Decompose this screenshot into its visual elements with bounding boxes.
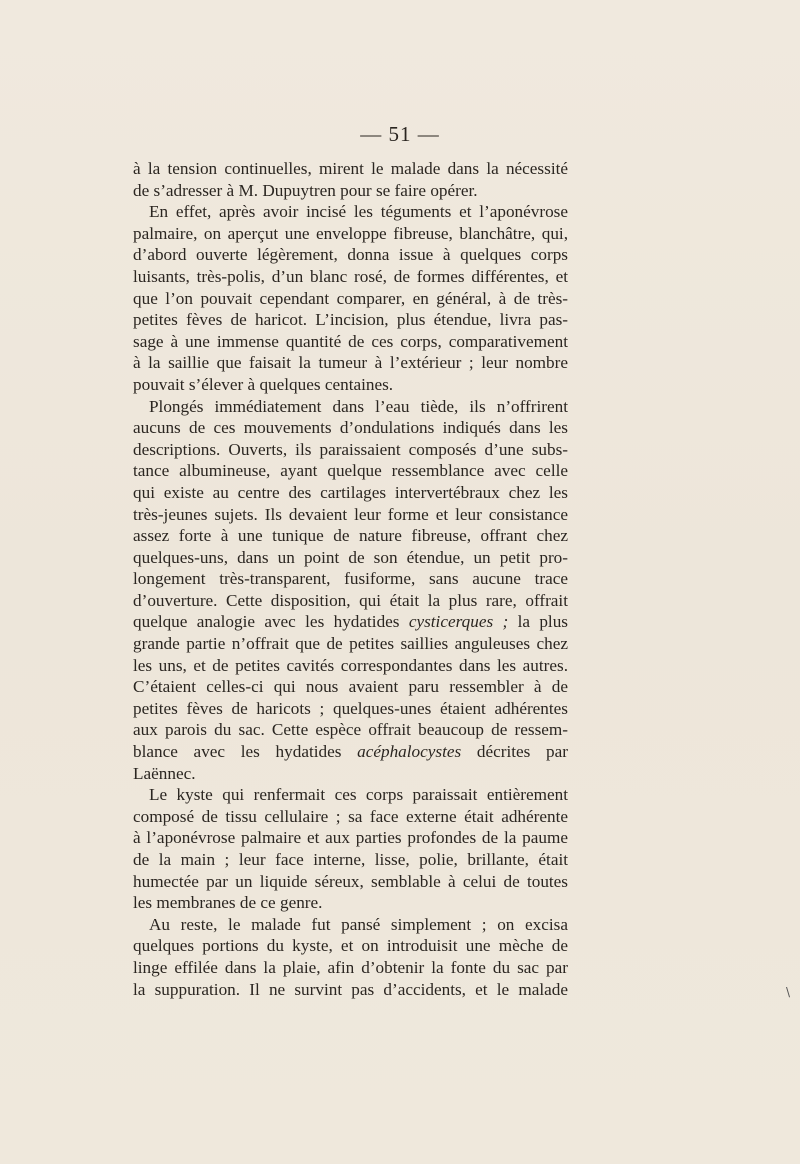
text-line: linge effilée dans la plaie, afin d’obtenir la fonte du sac par bbox=[133, 957, 568, 977]
text-line: aucuns de ces mouvements d’ondulations indiqués dans les bbox=[133, 418, 568, 438]
text-line: grande partie n’offrait que de petites saillies anguleuses chez bbox=[133, 634, 568, 654]
text-line: sage à une immense quantité de ces corps, comparativement bbox=[133, 331, 568, 351]
paragraph bbox=[133, 158, 568, 201]
body-text bbox=[133, 158, 568, 1000]
paragraph bbox=[133, 784, 568, 914]
paragraph bbox=[133, 201, 568, 395]
text-line: humectée par un liquide séreux, semblable à celui de toutes bbox=[133, 871, 568, 891]
paragraph bbox=[133, 396, 568, 785]
text-line: Au reste, le malade fut pansé simplement ; on excisa bbox=[149, 914, 568, 934]
text-line: Le kyste qui renfermait ces corps paraissait entièrement bbox=[149, 785, 568, 805]
text-line: assez forte à une tunique de nature fibreuse, offrant chez bbox=[133, 526, 568, 546]
text-line: petites fèves de haricot. L’incision, plus étendue, livra pas- bbox=[133, 310, 568, 330]
text-line: petites fèves de haricots ; quelques-unes étaient adhérentes bbox=[133, 698, 568, 718]
text-line: palmaire, on aperçut une enveloppe fibreuse, blanchâtre, qui, bbox=[133, 223, 568, 243]
text-line: longement très-transparent, fusiforme, sans aucune trace bbox=[133, 569, 568, 589]
text-line: la suppuration. Il ne survint pas d’accidents, et le malade bbox=[133, 979, 568, 999]
text-line: quelque analogie avec les hydatides cysticerques ; la plus bbox=[133, 612, 568, 632]
text-line: aux parois du sac. Cette espèce offrait beaucoup de ressem- bbox=[133, 720, 568, 740]
text-line: d’abord ouverte légèrement, donna issue à quelques corps bbox=[133, 245, 568, 265]
text-line: Laënnec. bbox=[133, 763, 196, 783]
text-line: blance avec les hydatides acéphalocystes décrites par bbox=[133, 742, 568, 762]
margin-mark: \ bbox=[786, 985, 791, 999]
text-line: à la tension continuelles, mirent le malade dans la nécessité bbox=[133, 159, 568, 178]
text-line: qui existe au centre des cartilages intervertébraux chez les bbox=[133, 482, 568, 502]
text-line: à l’aponévrose palmaire et aux parties profondes de la paume bbox=[133, 828, 568, 848]
text-line: les membranes de ce genre. bbox=[133, 893, 323, 913]
text-line: très-jeunes sujets. Ils devaient leur forme et leur consistance bbox=[133, 504, 568, 524]
text-line: pouvait s’élever à quelques centaines. bbox=[133, 374, 394, 394]
text-line: à la saillie que faisait la tumeur à l’extérieur ; leur nombre bbox=[133, 353, 568, 373]
paragraph bbox=[133, 914, 568, 1000]
page-number: — 51 — bbox=[360, 122, 440, 146]
text-line: luisants, très-polis, d’un blanc rosé, de formes différentes, et bbox=[133, 266, 568, 286]
text-line: de s’adresser à M. Dupuytren pour se faire opérer. bbox=[133, 180, 478, 200]
text-line: Plongés immédiatement dans l’eau tiède, ils n’offrirent bbox=[149, 396, 568, 416]
text-line: tance albumineuse, ayant quelque ressemblance avec celle bbox=[133, 461, 568, 481]
text-line: descriptions. Ouverts, ils paraissaient composés d’une subs- bbox=[133, 439, 568, 459]
text-line: quelques portions du kyste, et on introduisit une mèche de bbox=[133, 936, 568, 956]
text-line: En effet, après avoir incisé les téguments et l’aponévrose bbox=[149, 202, 568, 222]
text-line: C’étaient celles-ci qui nous avaient paru ressembler à de bbox=[133, 677, 568, 697]
text-line: les uns, et de petites cavités correspondantes dans les autres. bbox=[133, 655, 568, 675]
text-line: composé de tissu cellulaire ; sa face externe était adhérente bbox=[133, 806, 568, 826]
text-line: quelques-uns, dans un point de son étendue, un petit pro- bbox=[133, 547, 568, 567]
text-line: d’ouverture. Cette disposition, qui était la plus rare, offrait bbox=[133, 590, 568, 610]
text-line: de la main ; leur face interne, lisse, polie, brillante, était bbox=[133, 850, 568, 869]
text-line: que l’on pouvait cependant comparer, en général, à de très- bbox=[133, 288, 568, 308]
